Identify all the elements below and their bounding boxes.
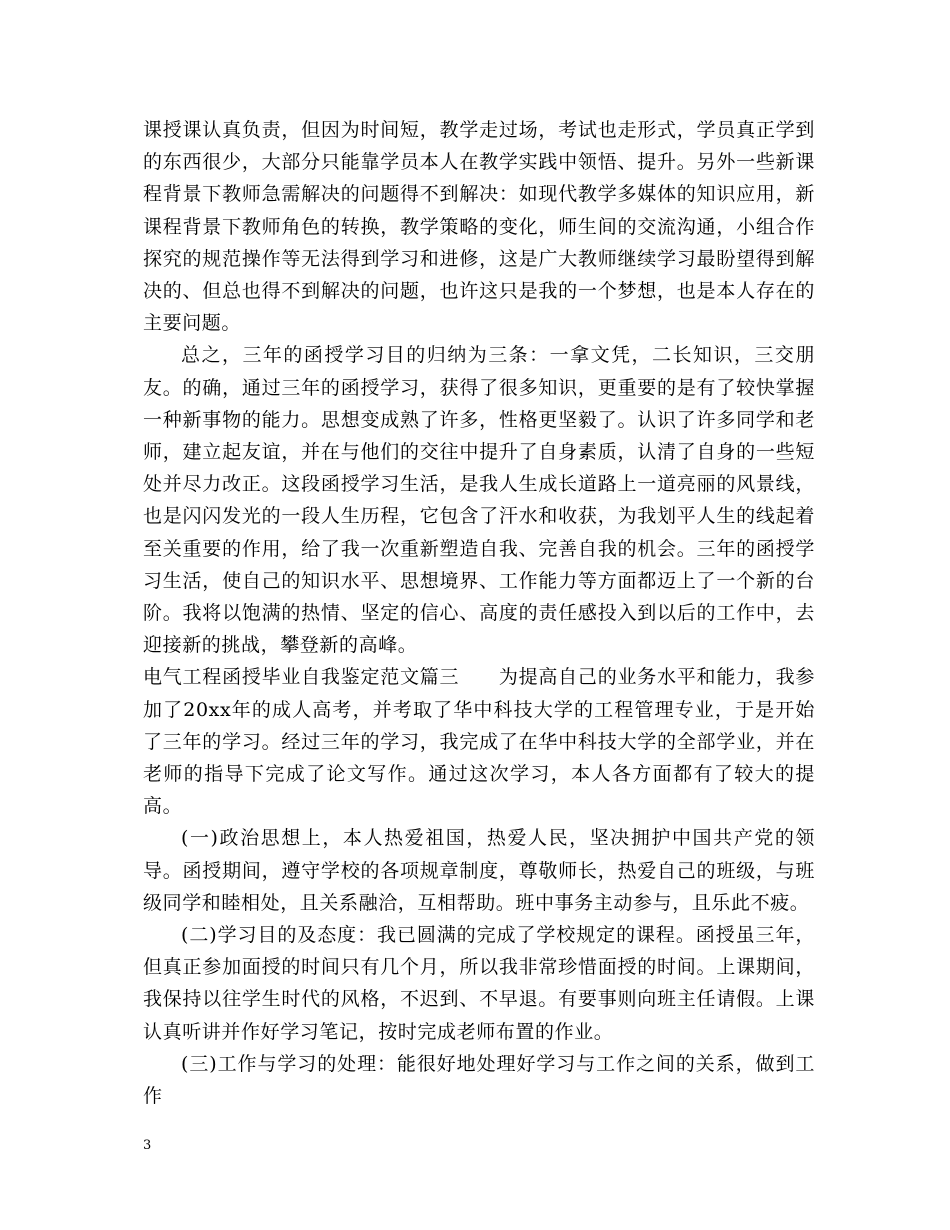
paragraph-5: (二)学习目的及态度：我已圆满的完成了学校规定的课程。函授虽三年，但真正参加面授的时间只有几个月，所以我非常珍惜面授的时间。上课期间，我保持以往学生时代的风格，不迟到、不早退。有要事则向班主任请假。上课认真听讲并作好学习笔记，按时完成老师布置的作业。 bbox=[143, 924, 815, 1043]
paragraph-3-section-heading: 电气工程函授毕业自我鉴定范文篇三 为提高自己的业务水平和能力，我参加了20xx年的成人高考，并考取了华中科技大学的工程管理专业，于是开始了三年的学习。经过三年的学习，我完成了在华中科技大学的全部学业，并在老师的指导下完成了论文写作。通过这次学习，本人各方面都有了较大的提高。 bbox=[143, 666, 815, 818]
paragraph-2: 总之，三年的函授学习目的归纳为三条：一拿文凭，二长知识，三交朋友。的确，通过三年的函授学习，获得了很多知识，更重要的是有了较快掌握一种新事物的能力。思想变成熟了许多，性格更坚毅了。认识了许多同学和老师，建立起友谊，并在与他们的交往中提升了自身素质，认清了自身的一些短处并尽力改正。这段函授学习生活，是我人生成长道路上一道亮丽的风景线，也是闪闪发光的一段人生历程，它包含了汗水和收获，为我划平人生的线起着至关重要的作用，给了我一次重新塑造自我、完善自我的机会。三年的函授学习生活，使自己的知识水平、思想境界、工作能力等方面都迈上了一个新的台阶。我将以饱满的热情、坚定的信心、高度的责任感投入到以后的工作中，去迎接新的挑战，攀登新的高峰。 bbox=[143, 344, 815, 657]
paragraph-1: 课授课认真负责，但因为时间短，教学走过场，考试也走形式，学员真正学到的东西很少，大部分只能靠学员本人在教学实践中领悟、提升。另外一些新课程背景下教师急需解决的问题得不到解决：如现代教学多媒体的知识应用，新课程背景下教师角色的转换，教学策略的变化，师生间的交流沟通，小组合作探究的规范操作等无法得到学习和进修，这是广大教师继续学习最盼望得到解决的、但总也得不到解决的问题，也许这只是我的一个梦想，也是本人存在的主要问题。 bbox=[143, 119, 815, 335]
body-text bbox=[143, 114, 815, 1112]
page-number: 3 bbox=[143, 1138, 152, 1153]
paragraph-6: (三)工作与学习的处理：能很好地处理好学习与工作之间的关系，做到工作 bbox=[143, 1052, 815, 1108]
paragraph-4: (一)政治思想上，本人热爱祖国，热爱人民，坚决拥护中国共产党的领导。函授期间，遵守学校的各项规章制度，尊敬师长，热爱自己的班级，与班级同学和睦相处，且关系融洽，互相帮助。班中事务主动参与，且乐此不疲。 bbox=[143, 827, 815, 914]
